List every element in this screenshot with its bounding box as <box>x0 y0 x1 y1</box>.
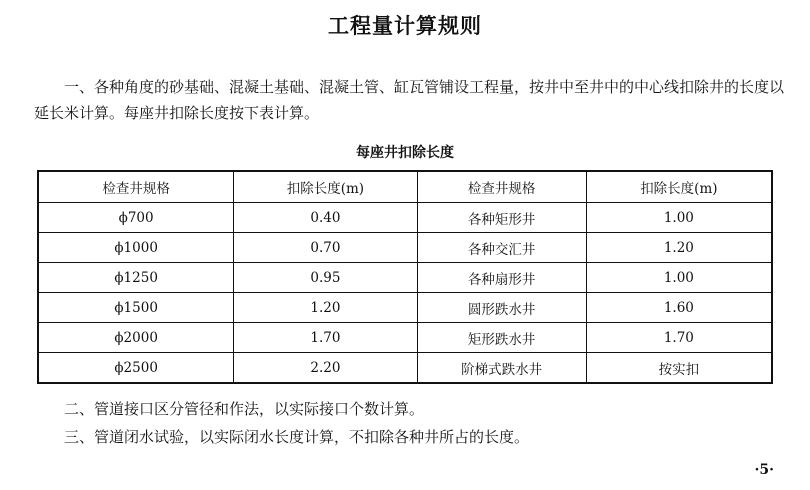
table-cell: ϕ1500 <box>38 293 234 323</box>
table-cell: 1.70 <box>234 323 417 353</box>
paragraph-rule-3: 三、管道闭水试验，以实际闭水长度计算，不扣除各种井所占的长度。 <box>64 428 530 446</box>
table-row <box>38 293 772 323</box>
table-row <box>38 263 772 293</box>
table-cell: 矩形跌水井 <box>417 323 586 353</box>
table-cell: 1.60 <box>586 293 772 323</box>
table-cell: 1.20 <box>234 293 417 323</box>
table-header-row <box>38 171 772 203</box>
table-cell: 按实扣 <box>586 353 772 384</box>
header-deduct-length: 扣除长度(m) <box>234 171 417 203</box>
header-well-spec: 检查井规格 <box>38 171 234 203</box>
table-cell: 0.70 <box>234 233 417 263</box>
table-cell: 0.40 <box>234 203 417 233</box>
table-row <box>38 203 772 233</box>
table-row <box>38 233 772 263</box>
table-row <box>38 323 772 353</box>
table-cell: 1.70 <box>586 323 772 353</box>
paragraph-rule-1: 一、各种角度的砂基础、混凝土基础、混凝土管、缸瓦管铺设工程量，按井中至井中的中心线扣除井的长度以延长米计算。每座井扣除长度按下表计算。 <box>34 78 785 122</box>
table-cell: 圆形跌水井 <box>417 293 586 323</box>
table-cell: ϕ2500 <box>38 353 234 384</box>
table-cell: 各种矩形井 <box>417 203 586 233</box>
table-cell: 1.00 <box>586 263 772 293</box>
table-cell: 各种交汇井 <box>417 233 586 263</box>
table-cell: ϕ1000 <box>38 233 234 263</box>
table-row <box>38 353 772 384</box>
header-deduct-length: 扣除长度(m) <box>586 171 772 203</box>
deduction-table <box>37 170 773 384</box>
header-well-spec: 检查井规格 <box>417 171 586 203</box>
page-number: ·5· <box>754 462 774 478</box>
table-cell: 0.95 <box>234 263 417 293</box>
table-cell: 1.00 <box>586 203 772 233</box>
table-caption: 每座井扣除长度 <box>356 145 454 161</box>
table-cell: ϕ2000 <box>38 323 234 353</box>
table-cell: ϕ1250 <box>38 263 234 293</box>
table-cell: 2.20 <box>234 353 417 384</box>
page-title: 工程量计算规则 <box>328 14 482 38</box>
table-cell: 阶梯式跌水井 <box>417 353 586 384</box>
table-cell: ϕ700 <box>38 203 234 233</box>
table-cell: 各种扇形井 <box>417 263 586 293</box>
table-cell: 1.20 <box>586 233 772 263</box>
paragraph-rule-2: 二、管道接口区分管径和作法，以实际接口个数计算。 <box>64 400 425 418</box>
